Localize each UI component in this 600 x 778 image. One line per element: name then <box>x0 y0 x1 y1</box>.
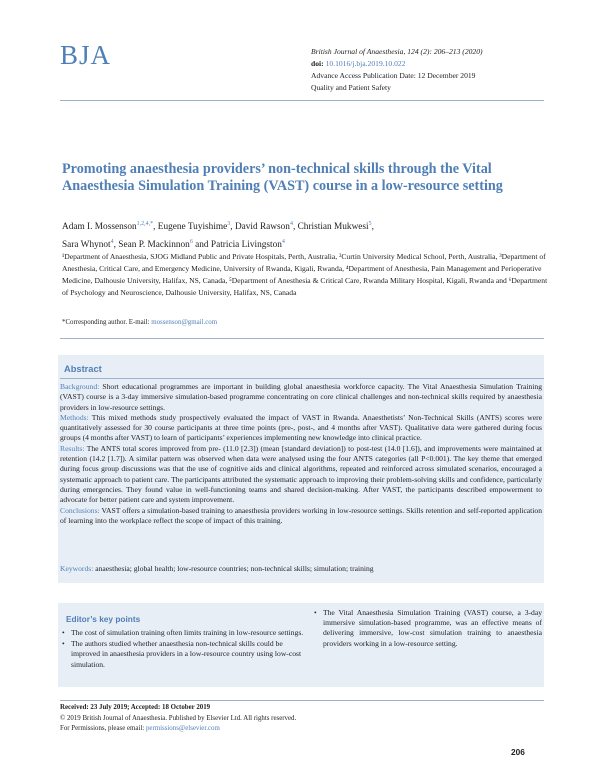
abstract-results: Results: The ANTS total scores improved from pre- (11.0 [2.3]) (mean [standard deviation]) to post-test (14.0 [1.6]), and improvements were maintained at retention (14.2 [1.7]). A similar pattern was observed when data were analysed using the four ANTS categories (all P<0.001). The key theme that emerged during focus group discussions was that the use of cognitive aids and clinical algorithms, repeated and reinforced across simulated scenarios, encouraged a systematic approach to patient care. The participants attributed the systematic approach to improving their problem-solving skills and confidence, particularly during emergencies. They found value in well-functioning teams and shared decision-making. After VAST, the participants described empowerment to advocate for better patient care and system improvement. <box>60 443 542 505</box>
abstract-background: Background: Short educational programmes are important in building global anaesthesia workforce capacity. The Vital Anaesthesia Simulation Training (VAST) course is a 3-day immersive simulation-based programme concentrating on core clinical challenges and non-technical skills required by anaesthesia providers in low-resource settings. <box>60 382 542 412</box>
author[interactable]: Adam I. Mossenson$^{1,2,4,*}$ <box>62 221 154 233</box>
journal-logo: BJA <box>60 40 112 70</box>
article-section: Quality and Patient Safety <box>311 83 391 92</box>
key-points-left-column <box>62 628 305 671</box>
article-title: Promoting anaesthesia providers’ non-technical skills through the Vital Anaesthesia Simulation Training (VAST) course in a low-resource setting <box>62 161 503 194</box>
author[interactable]: Patricia Livingston$^4$ <box>210 238 285 250</box>
key-point-item: • The cost of simulation training often limits training in low-resource settings. <box>62 628 304 637</box>
affiliations: ¹Department of Anaesthesia, SJOG Midland Public and Private Hospitals, Perth, Australia, ²Curtin University Medical School, Perth, Australia, ³Department of Anesthesia, Critical Care, and Emergency Medicine, University of Rwanda, Kigali, Rwanda, ⁴Department of Anesthesia, Pain Management and Perioperative Medicine, Dalhousie University, Halifax, NS, Canada, ⁵Department of Anesthesia & Critical Care, Rwanda Military Hospital, Kigali, Rwanda and ⁶Department of Psychology and Neuroscience, Dalhousie University, Halifax, NS, Canada <box>62 252 548 298</box>
keywords-label: Keywords: <box>60 564 94 573</box>
author[interactable]: Christian Mukwesi$^5$ <box>297 221 372 233</box>
keywords <box>60 564 542 573</box>
journal-info <box>311 46 483 94</box>
abstract-conclusions: Conclusions: VAST offers a simulation-based training to anaesthesia providers working in low-resource settings. Skills retention and self-reported application of learning into the workplace reflect the scope of impact of this training. <box>60 505 542 525</box>
footer-divider <box>60 700 544 701</box>
bullet-icon: • <box>314 608 317 617</box>
corresponding-label: *Corresponding author. E-mail: <box>62 319 150 326</box>
keywords-text: anaesthesia; global health; low-resource countries; non-technical skills; simulation; training <box>93 564 374 573</box>
abstract-methods: Methods: This mixed methods study prospectively evaluated the impact of VAST in Rwanda. Anaesthetists’ Non-Technical Skills (ANTS) scores were quantitatively assessed for 30 course participants at three time points (pre-, post-, and 4 months after VAST). Qualitative data were gathered during focus groups (4 months after VAST) to learn of participants’ experiences implementing new knowledge into clinical practice. <box>60 412 542 443</box>
received-dates: Received: 23 July 2019; Accepted: 18 October 2019 <box>60 704 211 711</box>
author[interactable]: Sean P. Mackinnon$^6$ <box>118 238 193 250</box>
corresponding-email[interactable]: mossenson@gmail.com <box>151 319 218 326</box>
bullet-icon: • <box>62 628 65 637</box>
bullet-icon: • <box>62 639 65 649</box>
key-point-item: • The authors studied whether anaesthesia non-technical skills could be improved in anaesthesia providers in a low-resource country using low-cost simulation. <box>62 639 302 669</box>
footer <box>60 703 296 735</box>
author-list: Adam I. Mossenson$^{1,2,4,*}$, Eugene Tuyishime$^3$, David Rawson$^4$, Christian Mukwesi$^5$, Sara Whynot$^4$, Sean P. Mackinnon$^6$ and Patricia Livingston$^4$ <box>62 221 374 250</box>
corresponding-author <box>62 319 217 326</box>
author[interactable]: David Rawson$^4$ <box>234 221 293 233</box>
author[interactable]: Sara Whynot$^4$ <box>62 238 114 250</box>
doi-link[interactable]: 10.1016/j.bja.2019.10.022 <box>325 59 406 68</box>
abstract-heading: Abstract <box>64 364 102 374</box>
abstract-divider <box>60 378 544 379</box>
key-points-right-column <box>314 608 542 650</box>
journal-citation: British Journal of Anaesthesia, 124 (2): 206–213 (2020) <box>311 47 483 56</box>
section-divider <box>60 338 544 339</box>
permissions-email[interactable]: permissions@elsevier.com <box>145 725 220 732</box>
author[interactable]: Eugene Tuyishime$^3$ <box>157 221 231 233</box>
copyright: © 2019 British Journal of Anaesthesia. Published by Elsevier Ltd. All rights reserved. <box>60 714 297 722</box>
header-divider <box>60 100 544 101</box>
doi-line <box>311 58 483 70</box>
abstract-body <box>60 382 542 526</box>
advance-access-date: Advance Access Publication Date: 12 December 2019 <box>311 71 476 80</box>
key-points-heading: Editor’s key points <box>66 614 141 624</box>
permissions: For Permissions, please email: permissions@elsevier.com <box>60 725 220 732</box>
page-number: 206 <box>511 747 525 757</box>
doi-label: doi: <box>311 59 324 68</box>
key-point-item: • The Vital Anaesthesia Simulation Training (VAST) course, a 3-day immersive simulation-based programme, was an effective means of delivering immersive, low-cost simulation training to anaesthesia providers working in a low-resource setting. <box>314 608 542 648</box>
